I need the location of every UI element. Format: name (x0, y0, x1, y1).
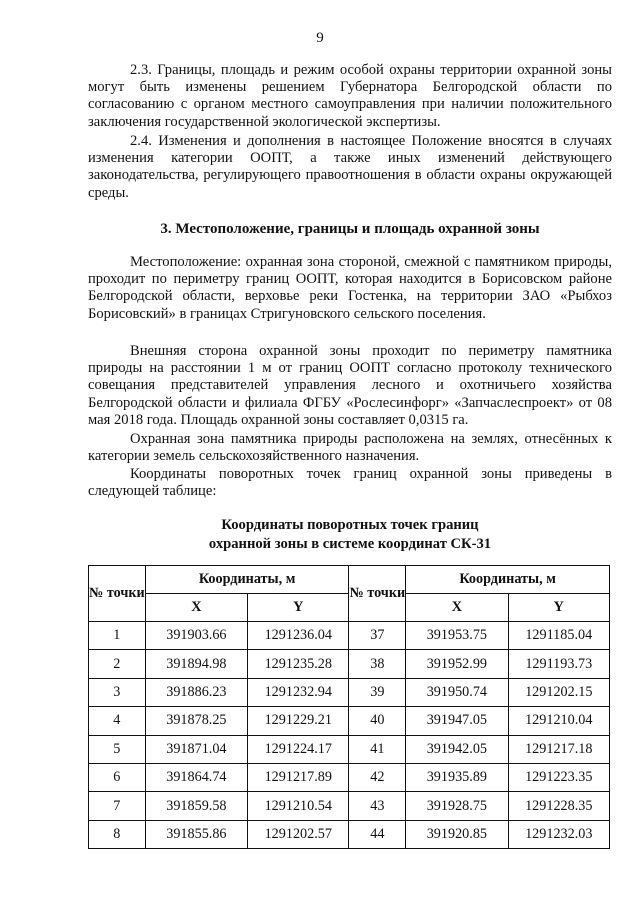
cell-point-number: 8 (89, 820, 146, 848)
table-row (89, 820, 610, 848)
table-caption-line-2: охранной зоны в системе координат СК-31 (208, 536, 492, 552)
cell-x: 391953.75 (406, 622, 508, 650)
cell-point-number: 39 (349, 678, 406, 706)
cell-point-number: 44 (349, 820, 406, 848)
paragraph-2-3: 2.3. Границы, площадь и режим особой охраны территории охранной зоны могут быть изменены решением Губернатора Белгородской области по согласованию с органом местного самоуправления при наличии положительного заключения государственной экологической экспертизы. (88, 62, 612, 130)
cell-y: 1291224.17 (248, 735, 349, 763)
cell-x: 391859.58 (145, 792, 247, 820)
paragraph-lands-category: Охранная зона памятника природы расположена на землях, отнесённых к категории земель сельскохозяйственного назначения. (88, 431, 612, 465)
page-number: 9 (316, 30, 324, 46)
cell-y: 1291217.18 (508, 735, 609, 763)
header-point-number-right: № точки (349, 566, 406, 622)
paragraph-coords-intro: Координаты поворотных точек границ охранной зоны приведены в следующей таблице: (88, 466, 612, 500)
cell-y: 1291193.73 (508, 650, 609, 678)
cell-x: 391878.25 (145, 707, 247, 735)
cell-x: 391950.74 (406, 678, 508, 706)
cell-x: 391894.98 (145, 650, 247, 678)
cell-y: 1291202.57 (248, 820, 349, 848)
cell-x: 391903.66 (145, 622, 247, 650)
cell-x: 391920.85 (406, 820, 508, 848)
table-row (89, 735, 610, 763)
cell-point-number: 42 (349, 763, 406, 791)
table-row (89, 678, 610, 706)
cell-x: 391864.74 (145, 763, 247, 791)
cell-x: 391928.75 (406, 792, 508, 820)
header-y-left: Y (248, 594, 349, 622)
cell-y: 1291229.21 (248, 707, 349, 735)
cell-y: 1291236.04 (248, 622, 349, 650)
table-row (89, 650, 610, 678)
table-row (89, 622, 610, 650)
cell-y: 1291232.03 (508, 820, 609, 848)
table-caption (88, 516, 612, 554)
cell-point-number: 38 (349, 650, 406, 678)
cell-y: 1291202.15 (508, 678, 609, 706)
coordinates-table (88, 565, 610, 849)
cell-x: 391952.99 (406, 650, 508, 678)
cell-point-number: 40 (349, 707, 406, 735)
cell-point-number: 6 (89, 763, 146, 791)
header-y-right: Y (508, 594, 609, 622)
paragraph-2-4: 2.4. Изменения и дополнения в настоящее Положение вносятся в случаях изменения категории ООПТ, а также иных изменений действующего законодательства, регулирующего правоотношения в области охраны окружающей среды. (88, 133, 612, 201)
paragraph-location: Местоположение: охранная зона стороной, смежной с памятником природы, проходит по периметру границ ООПТ, которая находится в Борисовском районе Белгородской области, верховье реки Гостенка, на территории ЗАО «Рыбхоз Борисовский» в границах Стригуновского сельского поселения. (88, 254, 612, 322)
section-heading: 3. Местоположение, границы и площадь охранной зоны (160, 221, 540, 237)
cell-y: 1291223.35 (508, 763, 609, 791)
cell-point-number: 41 (349, 735, 406, 763)
cell-x: 391947.05 (406, 707, 508, 735)
cell-y: 1291210.04 (508, 707, 609, 735)
cell-point-number: 3 (89, 678, 146, 706)
header-x-right: X (406, 594, 508, 622)
header-point-number-left: № точки (89, 566, 146, 622)
table-row (89, 707, 610, 735)
cell-x: 391935.89 (406, 763, 508, 791)
header-coords-left: Координаты, м (145, 566, 349, 594)
cell-x: 391942.05 (406, 735, 508, 763)
table-caption-line-1: Координаты поворотных точек границ (221, 517, 479, 533)
cell-y: 1291228.35 (508, 792, 609, 820)
cell-y: 1291235.28 (248, 650, 349, 678)
cell-point-number: 5 (89, 735, 146, 763)
cell-x: 391886.23 (145, 678, 247, 706)
cell-y: 1291185.04 (508, 622, 609, 650)
paragraph-outer-boundary: Внешняя сторона охранной зоны проходит по периметру памятника природы на расстоянии 1 м от границ ООПТ согласно протоколу технического совещания представителей управления лесного и охотничьего хозяйства Белгородской области и филиала ФГБУ «Рослесинфорг» «Запчаслеспроект» от 08 мая 2018 года. Площадь охранной зоны составляет 0,0315 га. (88, 343, 612, 428)
cell-x: 391855.86 (145, 820, 247, 848)
cell-point-number: 1 (89, 622, 146, 650)
cell-y: 1291210.54 (248, 792, 349, 820)
cell-point-number: 7 (89, 792, 146, 820)
cell-x: 391871.04 (145, 735, 247, 763)
cell-y: 1291217.89 (248, 763, 349, 791)
header-coords-right: Координаты, м (406, 566, 610, 594)
table-row (89, 792, 610, 820)
cell-point-number: 4 (89, 707, 146, 735)
cell-point-number: 37 (349, 622, 406, 650)
cell-y: 1291232.94 (248, 678, 349, 706)
cell-point-number: 43 (349, 792, 406, 820)
table-row (89, 763, 610, 791)
cell-point-number: 2 (89, 650, 146, 678)
header-x-left: X (145, 594, 247, 622)
